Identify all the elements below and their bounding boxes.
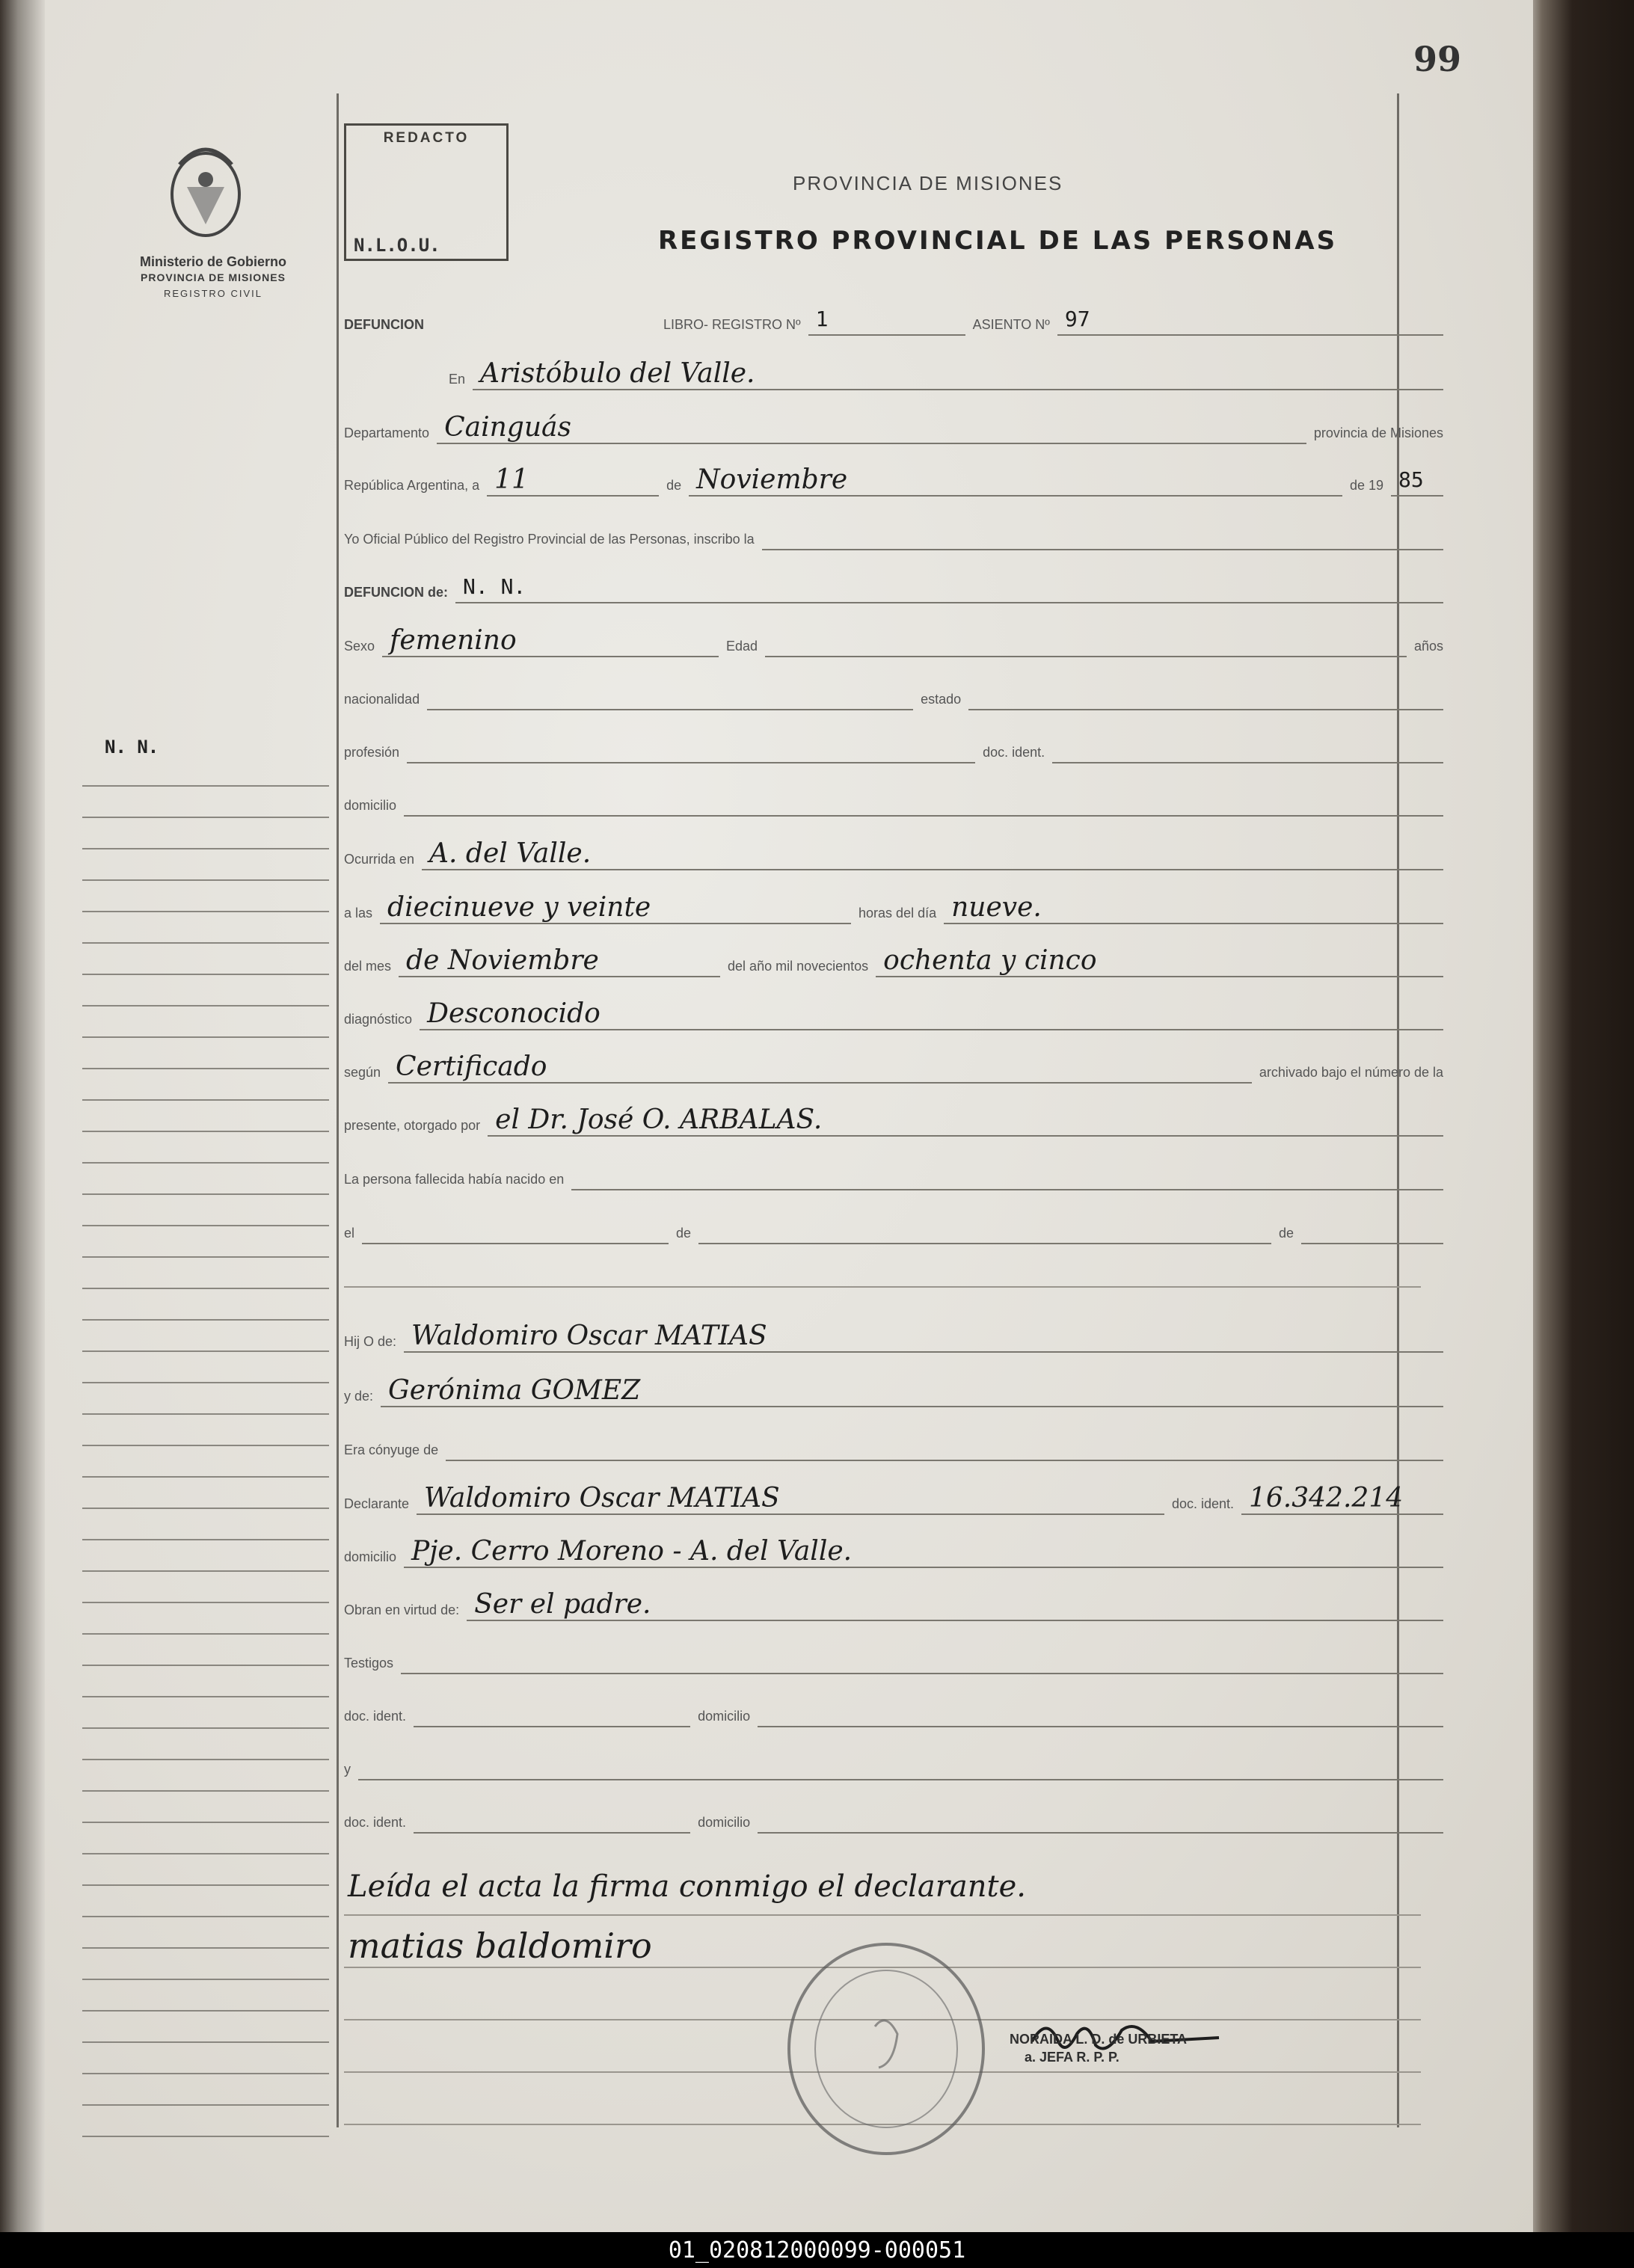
- sexo-label: Sexo: [344, 639, 375, 654]
- nacionalidad-value: [427, 709, 913, 710]
- obran-label: Obran en virtud de:: [344, 1602, 460, 1617]
- row-nacido: [344, 1158, 1443, 1190]
- a-las-value: diecinueve y veinte: [380, 893, 851, 924]
- stamp-initials: N.L.O.U.: [354, 235, 440, 256]
- official-role: a. JEFA R. P. P.: [1025, 2050, 1119, 2065]
- y-label: y: [344, 1762, 351, 1777]
- de2-label: de: [676, 1226, 692, 1241]
- closing-line1: Leída el acta la firma conmigo el declarante.: [348, 1869, 1026, 1904]
- y-de-value: Gerónima GOMEZ: [381, 1376, 1443, 1407]
- closing-rule1: [344, 1914, 1421, 1916]
- row-date: [344, 464, 1443, 497]
- departamento-label: Departamento: [344, 425, 430, 440]
- ministry-registry: REGISTRO CIVIL: [163, 288, 263, 299]
- defuncion-label: DEFUNCION: [344, 317, 424, 332]
- row-ocurrida: [344, 838, 1443, 870]
- testigos-value: [401, 1673, 1443, 1674]
- de-label: de: [666, 478, 682, 493]
- row-yo-oficial: [344, 517, 1443, 550]
- dom1-label: domicilio: [698, 1709, 751, 1724]
- profesion-label: profesión: [344, 745, 400, 760]
- coat-of-arms-icon: [157, 135, 254, 247]
- ministry-province: PROVINCIA DE MISIONES: [141, 271, 286, 283]
- row-defuncion-de: [344, 571, 1443, 603]
- segun-value: Certificado: [388, 1052, 1252, 1084]
- declarant-signature: matias baldomiro: [348, 1926, 652, 1966]
- row-a-las: [344, 891, 1443, 924]
- official-round-seal-icon: [781, 1937, 991, 2161]
- header-province: PROVINCIA DE MISIONES: [793, 172, 1063, 194]
- domicilio2-label: domicilio: [344, 1549, 397, 1564]
- anos-label: años: [1413, 639, 1443, 654]
- nacido-label: La persona fallecida había nacido en: [344, 1172, 565, 1187]
- row-place: [344, 357, 1443, 390]
- del-ano-label: del año mil novecientos: [728, 959, 869, 974]
- yo-oficial-label: Yo Oficial Público del Registro Provincial de las Personas, inscribo la: [344, 532, 755, 547]
- declarante-doc-value: 16.342.214: [1241, 1484, 1443, 1515]
- el-label: el: [344, 1226, 355, 1241]
- y-value: [358, 1779, 1443, 1780]
- ministry-name: Ministerio de Gobierno: [139, 254, 286, 269]
- book-edge-right: [1522, 0, 1634, 2232]
- year-value: 85: [1391, 465, 1443, 497]
- libro-value: 1: [808, 304, 965, 336]
- de3-label: de: [1278, 1226, 1294, 1241]
- libro-label: LIBRO- REGISTRO Nº: [663, 317, 801, 332]
- diagnostico-value: Desconocido: [420, 999, 1443, 1030]
- diagnostico-label: diagnóstico: [344, 1012, 413, 1027]
- doc2-value: [414, 1832, 690, 1834]
- el-value: [362, 1243, 669, 1244]
- domicilio-label: domicilio: [344, 798, 397, 813]
- conyuge-value: [446, 1460, 1443, 1461]
- declarante-label: Declarante: [344, 1496, 410, 1511]
- presente-label: presente, otorgado por: [344, 1118, 481, 1133]
- declarante-doc-label: doc. ident.: [1171, 1496, 1234, 1511]
- profesion-value: [407, 762, 975, 763]
- row-profesion: [344, 731, 1443, 763]
- estado-value: [968, 709, 1443, 710]
- row-diagnostico: [344, 998, 1443, 1030]
- official-block: [1010, 2030, 1187, 2066]
- row-del-mes: [344, 944, 1443, 977]
- footer-filename: 01_020812000099-000051: [0, 2232, 1634, 2268]
- nacido-value: [571, 1189, 1443, 1190]
- register-page: [45, 0, 1533, 2232]
- margin-name: N. N.: [105, 737, 159, 757]
- dom2-value: [758, 1832, 1443, 1834]
- row-testigos: [344, 1641, 1443, 1674]
- row-doc2: [344, 1801, 1443, 1834]
- ocurrida-label: Ocurrida en: [344, 852, 415, 867]
- defuncion-de-label: DEFUNCION de:: [344, 585, 448, 600]
- page-number: 99: [1413, 39, 1462, 79]
- row-sexo: [344, 624, 1443, 657]
- frame-line-left: [337, 93, 339, 2127]
- row-departamento: [344, 411, 1443, 444]
- doc-ident-value: [1052, 762, 1443, 763]
- horas-value: nueve.: [944, 893, 1443, 924]
- row-domicilio: [344, 784, 1443, 817]
- month-value: Noviembre: [689, 465, 1342, 497]
- departamento-value: Cainguás: [437, 413, 1306, 444]
- del-ano-value: ochenta y cinco: [876, 946, 1443, 977]
- row-y: [344, 1748, 1443, 1780]
- doc1-value: [414, 1726, 690, 1727]
- header-title: REGISTRO PROVINCIAL DE LAS PERSONAS: [658, 226, 1338, 256]
- declarante-value: Waldomiro Oscar MATIAS: [417, 1484, 1164, 1515]
- segun-label: según: [344, 1065, 381, 1080]
- row-el: [344, 1211, 1443, 1244]
- row-libro: [344, 303, 1443, 336]
- conyuge-label: Era cónyuge de: [344, 1442, 439, 1457]
- y-de-label: y de:: [344, 1389, 374, 1404]
- domicilio-value: [404, 815, 1443, 817]
- row-nacionalidad: [344, 677, 1443, 710]
- horas-label: horas del día: [859, 906, 937, 921]
- del-mes-value: de Noviembre: [399, 946, 720, 977]
- de3-value: [1301, 1243, 1443, 1244]
- edad-value: [765, 656, 1407, 657]
- day-value: 11: [487, 465, 659, 497]
- place-prefix: En: [449, 372, 466, 387]
- obran-value: Ser el padre.: [467, 1590, 1443, 1621]
- row-doc1: [344, 1694, 1443, 1727]
- dom1-value: [758, 1726, 1443, 1727]
- estado-label: estado: [921, 692, 962, 707]
- doc2-label: doc. ident.: [344, 1815, 407, 1830]
- row-segun: [344, 1051, 1443, 1084]
- a-las-label: a las: [344, 906, 373, 921]
- hijo-value: Waldomiro Oscar MATIAS: [404, 1321, 1443, 1353]
- doc-ident-label: doc. ident.: [983, 745, 1045, 760]
- ocurrida-value: A. del Valle.: [422, 839, 1443, 870]
- del-mes-label: del mes: [344, 959, 392, 974]
- year-label: de 19: [1349, 478, 1383, 493]
- dom2-label: domicilio: [698, 1815, 751, 1830]
- defuncion-de-value: N. N.: [455, 572, 1443, 603]
- book-edge-left: [0, 0, 45, 2232]
- domicilio2-value: Pje. Cerro Moreno - A. del Valle.: [404, 1537, 1443, 1568]
- edad-label: Edad: [726, 639, 758, 654]
- place-value: Aristóbulo del Valle.: [473, 359, 1443, 390]
- archivado-label: archivado bajo el número de la: [1259, 1065, 1443, 1080]
- de2-value: [698, 1243, 1271, 1244]
- provincia-label: provincia de Misiones: [1313, 425, 1443, 440]
- redacto-stamp: [344, 123, 509, 261]
- yo-oficial-line: [762, 549, 1443, 550]
- hijo-label: Hij O de:: [344, 1334, 397, 1349]
- row-hijo: [344, 1320, 1443, 1353]
- presente-value: el Dr. José O. ARBALAS.: [488, 1105, 1443, 1137]
- row-conyuge: [344, 1428, 1443, 1461]
- republica-label: República Argentina, a: [344, 478, 480, 493]
- ministry-header: [90, 254, 337, 301]
- row-declarante: [344, 1482, 1443, 1515]
- row-presente: [344, 1104, 1443, 1137]
- official-name: NORAIDA L. D. de URBIETA: [1010, 2032, 1187, 2047]
- blank-rule: [344, 1286, 1421, 1288]
- row-obran: [344, 1588, 1443, 1621]
- margin-lines: [82, 755, 329, 2137]
- nacionalidad-label: nacionalidad: [344, 692, 420, 707]
- asiento-value: 97: [1057, 304, 1443, 336]
- stamp-title: REDACTO: [383, 130, 470, 146]
- row-y-de: [344, 1374, 1443, 1407]
- row-domicilio2: [344, 1535, 1443, 1568]
- sexo-value: femenino: [382, 626, 719, 657]
- asiento-label: ASIENTO Nº: [972, 317, 1050, 332]
- doc1-label: doc. ident.: [344, 1709, 407, 1724]
- testigos-label: Testigos: [344, 1656, 394, 1671]
